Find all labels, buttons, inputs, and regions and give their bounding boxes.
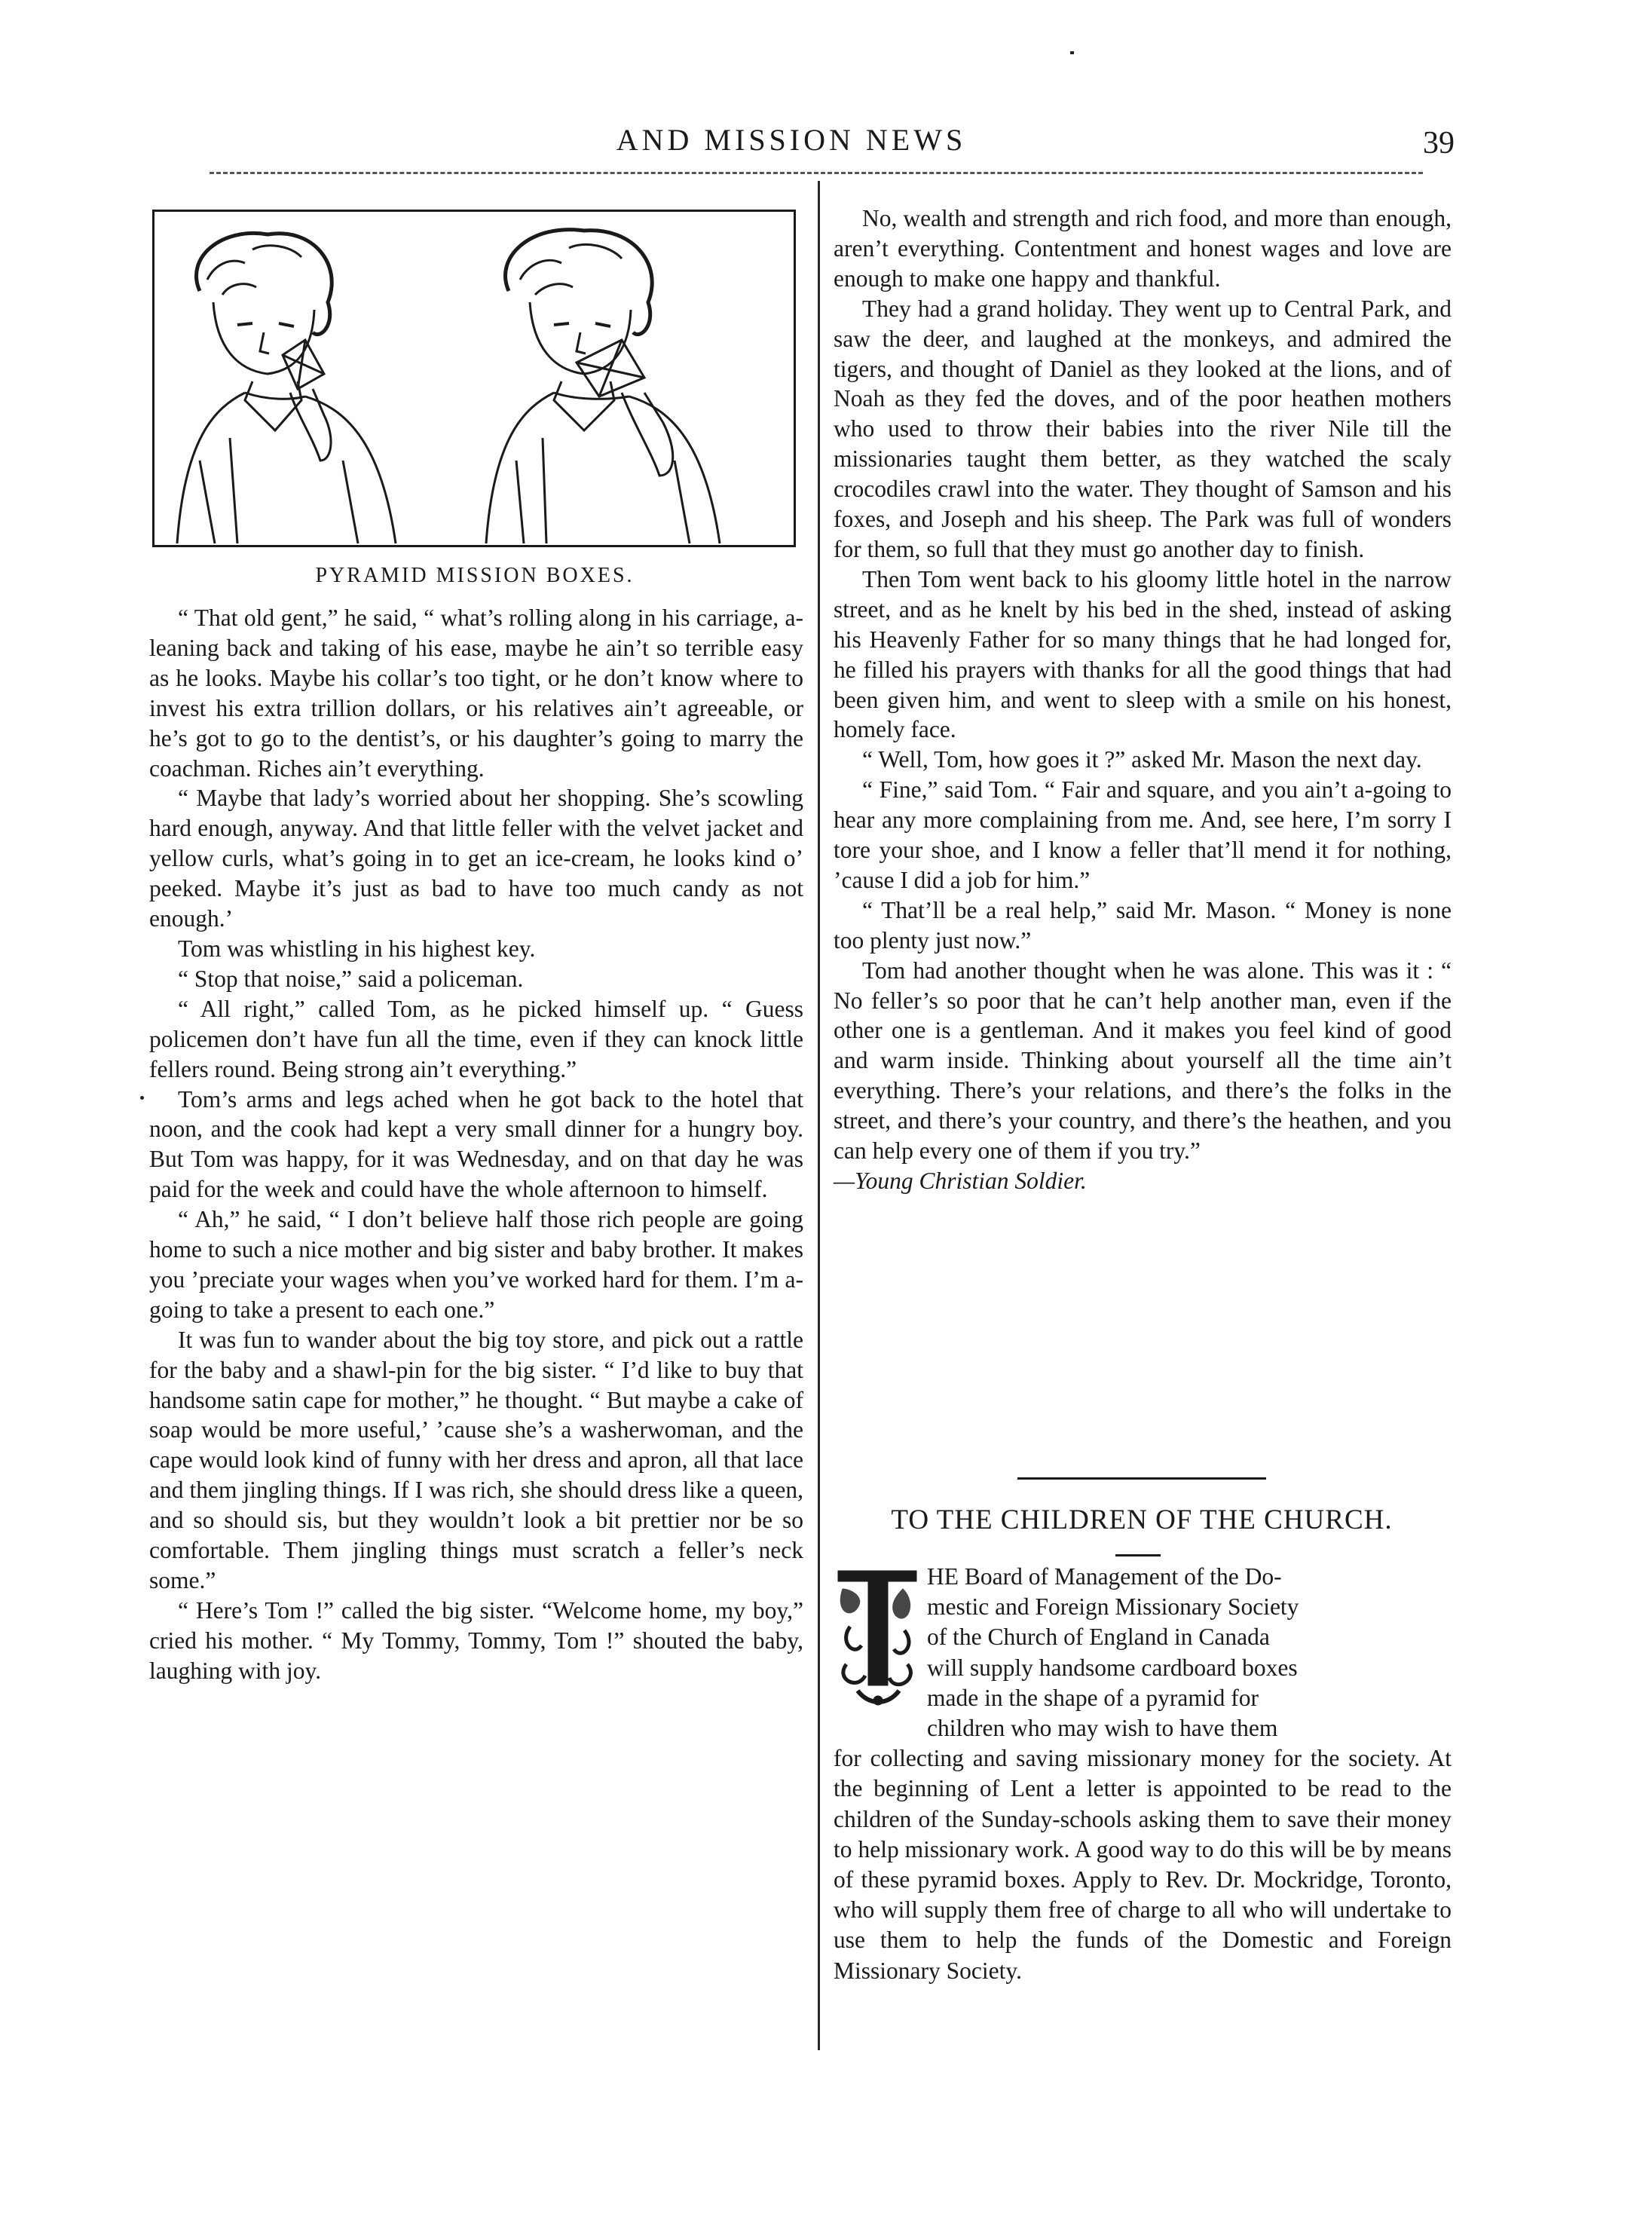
story-paragraph: It was fun to wander about the big toy store, and pick out a rattle for the baby and a shawl-pin for the big sister. “ I’d like to buy that handsome satin cape for mother,” he thought. “ But maybe a cake of soap would be more useful,’ ’cause she’s a washerwoman, and the cape would look kind of funny with her dress and apron, all that lace and them jingling things. If I was rich, she should dress like a queen, and so should sis, but they wouldn’t look a bit prettier nor be so comfortable. Them jingling things must scratch a feller’s neck some.” xyxy=(149,1326,803,1593)
pyramid-boxes-illustration xyxy=(152,210,796,547)
story-paragraph: They had a grand holiday. They went up to Central Park, and saw the deer, and laughed at the monkeys, and admired the tigers, and thought of Daniel as they looked at the lions, and of Noah as they fed the doves, and of the poor heathen mothers who used to throw their babies into the river Nile till the missionaries taught them better, as they watched the scaly crocodiles crawl into the water. They thought of Samson and his foxes, and Joseph and his sheep. The Park was full of wonders for them, so full that they must go another day to finish. xyxy=(834,295,1452,562)
boy-left-figure xyxy=(177,233,396,543)
left-column xyxy=(149,603,803,1686)
notice-line: will supply handsome cardboard boxes xyxy=(927,1654,1298,1681)
story-paragraph: “ That’ll be a real help,” said Mr. Mason. “ Money is none too plenty just now.” xyxy=(834,896,1452,953)
notice-body xyxy=(834,1562,1452,1986)
notice-continuation: for collecting and saving missionary money for the society. At the beginning of Lent a letter is appointed to be read to the children of the Sunday-schools asking them to save their money to help missionary work. A good way to do this will be by means of these pyramid boxes. Apply to Rev. Dr. Mockridge, Toronto, who will supply them free of charge to all who will undertake to use them to help the funds of the Domestic and Foreign Missionary Society. xyxy=(834,1745,1452,1984)
notice-line: children who may wish to have them xyxy=(927,1715,1278,1742)
illustration-caption: PYRAMID MISSION BOXES. xyxy=(315,564,635,587)
margin-speck xyxy=(140,1096,144,1100)
story-paragraph: “ Well, Tom, how goes it ?” asked Mr. Mason the next day. xyxy=(862,746,1422,773)
speck-mark xyxy=(1070,51,1074,54)
notice-line: HE Board of Management of the Do- xyxy=(927,1563,1282,1590)
story-paragraph: “ Stop that noise,” said a policeman. xyxy=(178,965,524,992)
story-attribution: —Young Christian Soldier. xyxy=(834,1168,1087,1194)
right-column xyxy=(834,204,1452,1196)
story-paragraph: Then Tom went back to his gloomy little hotel in the narrow street, and as he knelt by his bed in the shed, instead of asking his Heavenly Father for so many things that he had longed for, he filled his prayers with thanks for all the good things that had been given him, and went to sleep with a smile on his honest, homely face. xyxy=(834,565,1452,743)
heading-underline-rule xyxy=(1115,1554,1161,1556)
section-heading: TO THE CHILDREN OF THE CHURCH. xyxy=(891,1504,1393,1535)
story-paragraph: “ Maybe that lady’s worried about her shopping. She’s scowling hard enough, anyway. And that little feller with the velvet jacket and yellow curls, what’s going in to get an ice-cream, he looks kind o’ peeked. Maybe it’s just as bad to have too much candy as not enough.’ xyxy=(149,785,803,932)
column-divider xyxy=(818,181,820,2050)
illustration-drawing xyxy=(154,212,794,545)
page-number: 39 xyxy=(1423,126,1455,161)
story-paragraph: “ Fine,” said Tom. “ Fair and square, and you ain’t a-going to hear any more complaining from me. And, see here, I’m sorry I tore your shoe, and I know a feller that’ll mend it for nothing, ’cause I did a job for him.” xyxy=(834,776,1452,893)
running-head: AND MISSION NEWS xyxy=(616,123,967,157)
story-paragraph: “ That old gent,” he said, “ what’s rolling along in his carriage, a-leaning back and taking of his ease, maybe he ain’t so terrible easy as he looks. Maybe his collar’s too tight, or he don’t know where to invest his extra trillion dollars, or his relatives ain’t agreeable, or he’s got to go to the dentist’s, or his daughter’s going to marry the coachman. Riches ain’t everything. xyxy=(149,605,803,782)
notice-line: mestic and Foreign Missionary Society xyxy=(927,1593,1299,1621)
boy-right-figure xyxy=(486,230,720,543)
header-rule xyxy=(210,172,1423,174)
story-paragraph: “ Ah,” he said, “ I don’t believe half those rich people are going home to such a nice mother and big sister and baby brother. It makes you ’preciate your wages when you’ve worked hard for them. I’m a-going to take a present to each one.” xyxy=(149,1206,803,1323)
section-divider-rule xyxy=(1017,1477,1266,1480)
story-paragraph: Tom was whistling in his highest key. xyxy=(178,935,536,962)
story-paragraph: “ Here’s Tom !” called the big sister. “Welcome home, my boy,” cried his mother. “ My Tommy, Tommy, Tom !” shouted the baby, laughing with joy. xyxy=(149,1596,803,1684)
story-paragraph: Tom’s arms and legs ached when he got back to the hotel that noon, and the cook had kept a very small dinner for a hungry boy. But Tom was happy, for it was Wednesday, and on that day he was paid for the week and could have the whole afternoon to himself. xyxy=(149,1085,803,1203)
story-paragraph: “ All right,” called Tom, as he picked himself up. “ Guess policemen don’t have fun all the time, even if they can knock little fellers round. Being strong ain’t everything.” xyxy=(149,995,803,1082)
notice-line: made in the shape of a pyramid for xyxy=(927,1684,1259,1711)
story-paragraph: No, wealth and strength and rich food, and more than enough, aren’t everything. Contentment and honest wages and love are enough to make one happy and thankful. xyxy=(834,205,1452,292)
story-paragraph: Tom had another thought when he was alone. This was it : “ No feller’s so poor that he can’t help another man, even if the other one is a gentleman. And it makes you feel kind of good and warm inside. Thinking about yourself all the time ain’t everything. There’s your relations, and there’s the folks in the street, and there’s your country, and there’s the heathen, and you can help every one of them if you try.” xyxy=(834,957,1452,1165)
notice-line: of the Church of England in Canada xyxy=(927,1624,1270,1651)
